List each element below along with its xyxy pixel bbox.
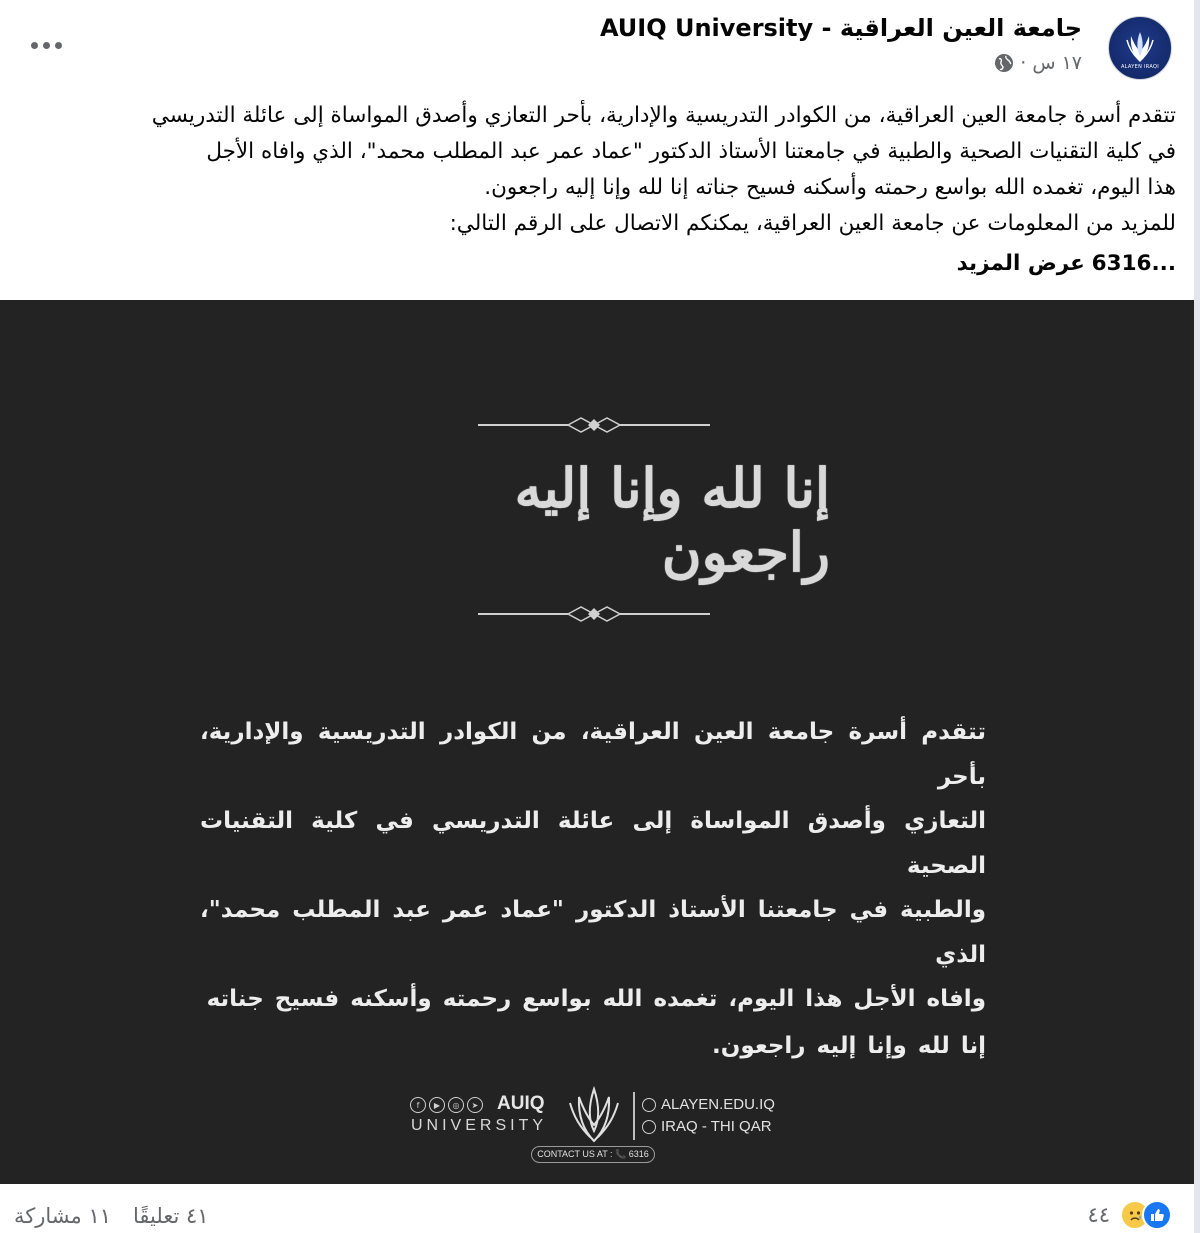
- youtube-icon: ▶: [429, 1097, 445, 1113]
- contact-pill: CONTACT US AT : 📞 6316: [531, 1146, 655, 1163]
- see-more-link[interactable]: عرض المزيد: [956, 251, 1085, 276]
- ornament-bottom: [478, 603, 710, 625]
- social-icons: [410, 1097, 483, 1113]
- globe-icon[interactable]: [994, 53, 1014, 73]
- web-icon: [642, 1098, 656, 1112]
- page-avatar[interactable]: [1108, 16, 1172, 80]
- post-time[interactable]: ١٧ س: [1032, 52, 1082, 74]
- see-more-line: [16, 246, 1176, 282]
- card-line: التعازي وأصدق المواساة إلى عائلة التدريسي في كلية التقنيات الصحية: [200, 808, 986, 879]
- website-text: ALAYEN.EDU.IQ: [661, 1096, 775, 1113]
- instagram-icon: ◎: [448, 1097, 464, 1113]
- post-stats: [0, 1192, 1194, 1233]
- brand-name: AUIQ: [497, 1093, 545, 1114]
- post-body: [16, 98, 1176, 282]
- facebook-icon: f: [410, 1097, 426, 1113]
- logo-separator: [633, 1092, 635, 1140]
- location: [642, 1118, 772, 1135]
- truncated-number: 6316...: [1091, 251, 1176, 276]
- shares-count[interactable]: ١١ مشاركة: [14, 1204, 112, 1228]
- scroll-edge: [1194, 0, 1200, 1233]
- card-line: تتقدم أسرة جامعة العين العراقية، من الكوادر التدريسية والإدارية، بأحر: [200, 719, 986, 790]
- engagement-counts: [14, 1204, 209, 1228]
- avatar-caption: ALAYEN IRAQI: [1121, 64, 1159, 70]
- reaction-count[interactable]: ٤٤: [1087, 1203, 1110, 1227]
- post-header: [0, 0, 1194, 96]
- brand-sub: UNIVERSITY: [411, 1117, 548, 1134]
- post-meta: [994, 52, 1082, 74]
- page-name-link[interactable]: جامعة العين العراقية - AUIQ University: [599, 14, 1082, 42]
- post-line: هذا اليوم، تغمده الله بواسع رحمته وأسكنه فسيح جناته إنا لله وإنا إليه راجعون.: [484, 175, 1176, 200]
- card-text: [200, 710, 986, 1068]
- like-reaction-icon: [1142, 1200, 1172, 1230]
- card-line: وافاه الأجل هذا اليوم، تغمده الله بواسع رحمته وأسكنه فسيح جناته: [206, 986, 986, 1012]
- website: [642, 1096, 775, 1113]
- location-pin-icon: [642, 1120, 656, 1134]
- more-options-icon[interactable]: [26, 30, 66, 60]
- telegram-icon: ➤: [467, 1097, 483, 1113]
- meta-separator: ·: [1020, 52, 1027, 74]
- university-logo-icon: [1120, 26, 1160, 66]
- reactions-summary[interactable]: [1087, 1200, 1172, 1230]
- post-line: في كلية التقنيات الصحية والطبية في جامعتنا الأستاذ الدكتور "عماد عمر عبد المطلب محمد"، الذي وافاه الأجل: [206, 139, 1176, 164]
- card-last-line: إنا لله وإنا إليه راجعون.: [712, 1032, 986, 1059]
- post-line: تتقدم أسرة جامعة العين العراقية، من الكوادر التدريسية والإدارية، بأحر التعازي وأصدق المواساة إلى عائلة التدريسي: [151, 103, 1176, 128]
- reaction-icons: [1120, 1200, 1172, 1230]
- university-logo-icon: [562, 1085, 626, 1145]
- post-line: للمزيد من المعلومات عن جامعة العين العراقية، يمكنكم الاتصال على الرقم التالي:: [449, 211, 1176, 236]
- calligraphy-text: إنا لله وإنا إليه راجعون: [514, 456, 830, 584]
- location-text: IRAQ - THI QAR: [661, 1118, 772, 1135]
- comments-count[interactable]: ٤١ تعليقًا: [133, 1204, 209, 1228]
- card-line: والطبية في جامعتنا الأستاذ الدكتور "عماد عمر عبد المطلب محمد"، الذي: [200, 897, 986, 968]
- ornament-top: [478, 414, 710, 436]
